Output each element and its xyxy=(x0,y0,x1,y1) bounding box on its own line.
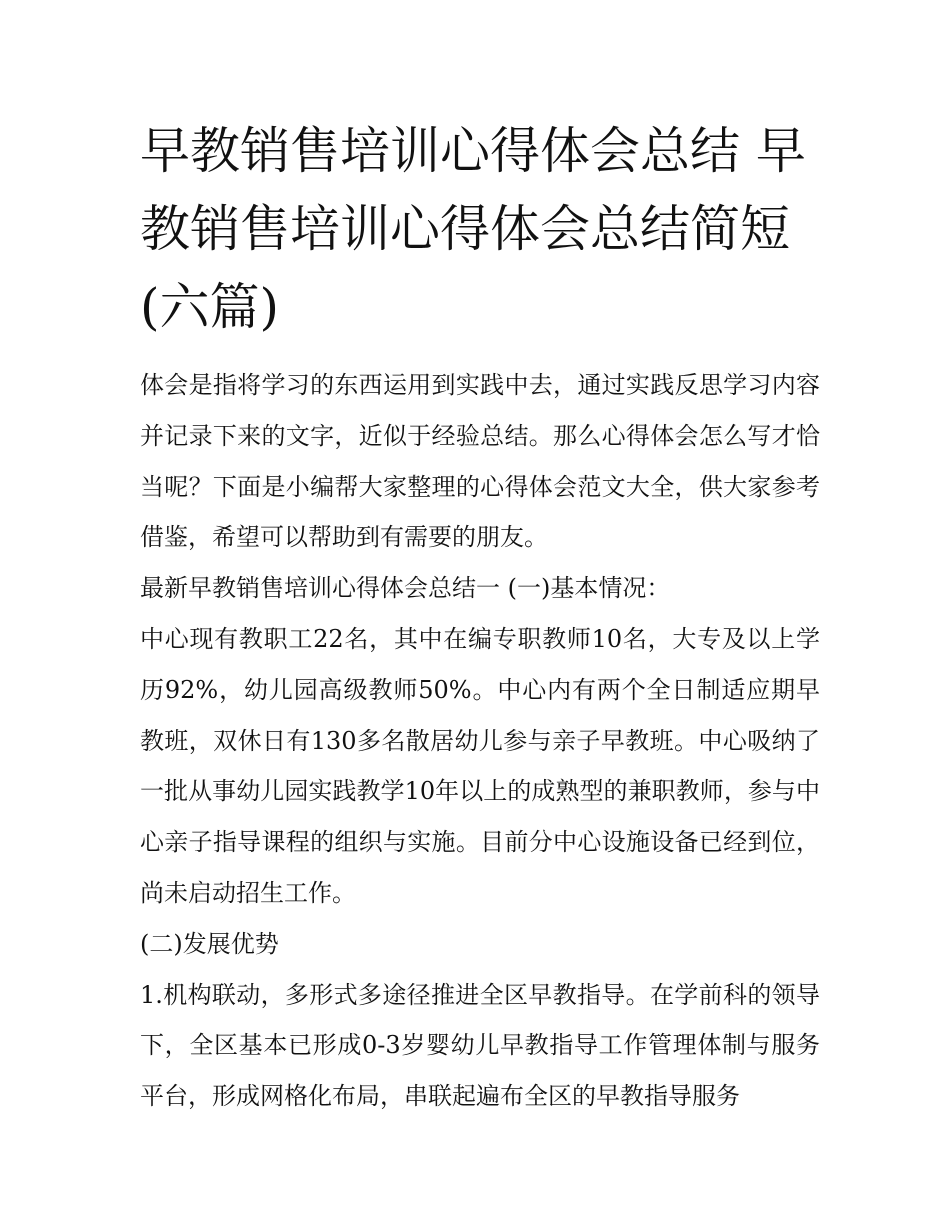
section-heading-basic-situation: 最新早教销售培训心得体会总结一 (一)基本情况： xyxy=(140,574,671,603)
advantage-paragraph-1: 1.机构联动，多形式多途径推进全区早教指导。在学前科的领导下，全区基本已形成0-3岁婴幼儿早教指导工作管理体制与服务平台，形成网格化布局，串联起遍布全区的早教指导服务 xyxy=(140,980,820,1111)
section-heading-advantages: (二)发展优势 xyxy=(140,929,279,958)
basic-situation-paragraph: 中心现有教职工22名，其中在编专职教师10名，大专及以上学历92%，幼儿园高级教师50%。中心内有两个全日制适应期早教班，双休日有130多名散居幼儿参与亲子早教班。中心吸纳了一批从事幼儿园实践教学10年以上的成熟型的兼职教师，参与中心亲子指导课程的组织与实施。目前分中心设施设备已经到位，尚未启动招生工作。 xyxy=(140,624,820,907)
document-title: 早教销售培训心得体会总结 早教销售培训心得体会总结简短(六篇) xyxy=(140,122,806,336)
intro-paragraph: 体会是指将学习的东西运用到实践中去，通过实践反思学习内容并记录下来的文字，近似于经验总结。那么心得体会怎么写才恰当呢？下面是小编帮大家整理的心得体会范文大全，供大家参考借鉴，希望可以帮助到有需要的朋友。 xyxy=(140,371,820,552)
document-page xyxy=(140,112,820,1122)
